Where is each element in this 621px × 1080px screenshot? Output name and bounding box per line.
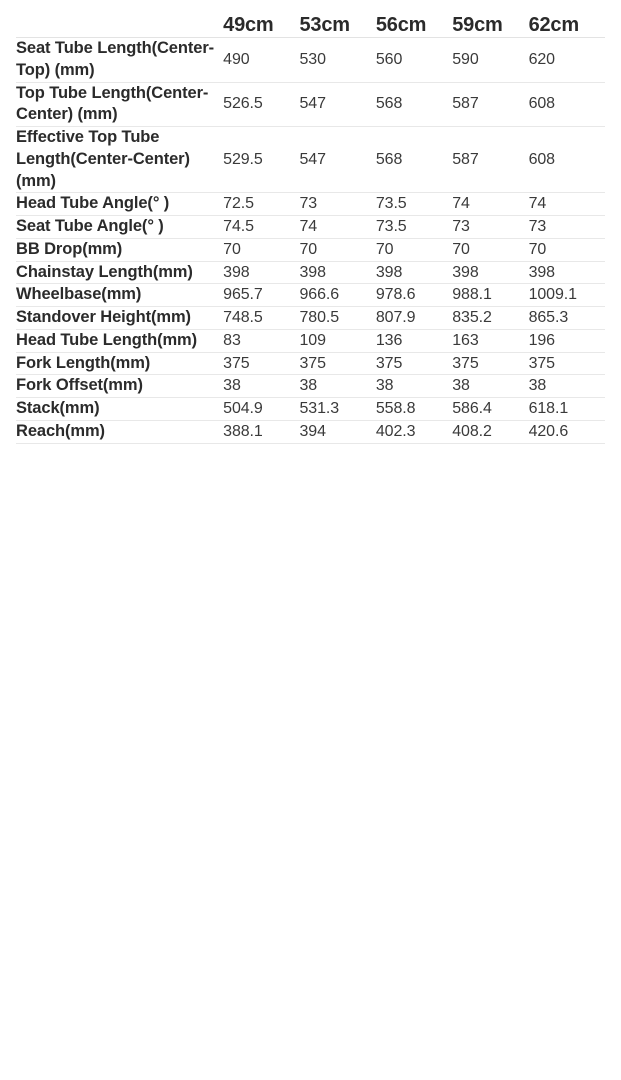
cell-stack-59cm: 586.4	[452, 398, 528, 421]
cell-wheelbase-62cm: 1009.1	[529, 284, 605, 307]
cell-fork-length-62cm: 375	[529, 352, 605, 375]
cell-reach-62cm: 420.6	[529, 421, 605, 444]
cell-standover-height-62cm: 865.3	[529, 307, 605, 330]
row-label-reach: Reach(mm)	[16, 421, 223, 444]
table-row	[16, 193, 605, 216]
cell-head-tube-angle-49cm: 72.5	[223, 193, 299, 216]
table-row	[16, 352, 605, 375]
cell-reach-53cm: 394	[300, 421, 376, 444]
cell-chainstay-length-56cm: 398	[376, 261, 452, 284]
header-size-53cm: 53cm	[300, 14, 376, 38]
header-size-49cm: 49cm	[223, 14, 299, 38]
cell-fork-offset-53cm: 38	[300, 375, 376, 398]
cell-fork-length-56cm: 375	[376, 352, 452, 375]
table-body	[16, 38, 605, 444]
cell-seat-tube-length-49cm: 490	[223, 38, 299, 83]
cell-bb-drop-53cm: 70	[300, 238, 376, 261]
cell-bb-drop-62cm: 70	[529, 238, 605, 261]
cell-effective-top-tube-length-59cm: 587	[452, 127, 528, 193]
cell-chainstay-length-49cm: 398	[223, 261, 299, 284]
header-size-56cm: 56cm	[376, 14, 452, 38]
table-row	[16, 216, 605, 239]
cell-seat-tube-length-59cm: 590	[452, 38, 528, 83]
cell-head-tube-angle-56cm: 73.5	[376, 193, 452, 216]
cell-fork-offset-59cm: 38	[452, 375, 528, 398]
cell-head-tube-length-56cm: 136	[376, 329, 452, 352]
cell-head-tube-length-53cm: 109	[300, 329, 376, 352]
table-row	[16, 284, 605, 307]
cell-wheelbase-56cm: 978.6	[376, 284, 452, 307]
cell-fork-offset-49cm: 38	[223, 375, 299, 398]
table-row	[16, 82, 605, 127]
cell-chainstay-length-53cm: 398	[300, 261, 376, 284]
cell-wheelbase-59cm: 988.1	[452, 284, 528, 307]
cell-standover-height-53cm: 780.5	[300, 307, 376, 330]
table-row	[16, 398, 605, 421]
row-label-fork-length: Fork Length(mm)	[16, 352, 223, 375]
cell-head-tube-angle-59cm: 74	[452, 193, 528, 216]
cell-reach-56cm: 402.3	[376, 421, 452, 444]
cell-head-tube-length-59cm: 163	[452, 329, 528, 352]
row-label-seat-tube-angle: Seat Tube Angle(° )	[16, 216, 223, 239]
cell-top-tube-length-49cm: 526.5	[223, 82, 299, 127]
cell-fork-length-49cm: 375	[223, 352, 299, 375]
cell-fork-length-59cm: 375	[452, 352, 528, 375]
cell-top-tube-length-62cm: 608	[529, 82, 605, 127]
cell-seat-tube-angle-59cm: 73	[452, 216, 528, 239]
table-row	[16, 307, 605, 330]
table-row	[16, 329, 605, 352]
row-label-seat-tube-length: Seat Tube Length(Center-Top) (mm)	[16, 38, 223, 83]
cell-bb-drop-56cm: 70	[376, 238, 452, 261]
cell-stack-62cm: 618.1	[529, 398, 605, 421]
cell-head-tube-angle-53cm: 73	[300, 193, 376, 216]
cell-fork-offset-56cm: 38	[376, 375, 452, 398]
cell-standover-height-59cm: 835.2	[452, 307, 528, 330]
cell-head-tube-angle-62cm: 74	[529, 193, 605, 216]
table-row	[16, 261, 605, 284]
cell-effective-top-tube-length-56cm: 568	[376, 127, 452, 193]
row-label-chainstay-length: Chainstay Length(mm)	[16, 261, 223, 284]
row-label-wheelbase: Wheelbase(mm)	[16, 284, 223, 307]
geometry-table	[16, 14, 605, 444]
cell-stack-53cm: 531.3	[300, 398, 376, 421]
row-label-bb-drop: BB Drop(mm)	[16, 238, 223, 261]
row-label-head-tube-length: Head Tube Length(mm)	[16, 329, 223, 352]
row-label-fork-offset: Fork Offset(mm)	[16, 375, 223, 398]
cell-top-tube-length-56cm: 568	[376, 82, 452, 127]
table-header	[16, 14, 605, 38]
cell-chainstay-length-62cm: 398	[529, 261, 605, 284]
table-row	[16, 127, 605, 193]
table-row	[16, 238, 605, 261]
cell-reach-49cm: 388.1	[223, 421, 299, 444]
cell-stack-56cm: 558.8	[376, 398, 452, 421]
cell-head-tube-length-62cm: 196	[529, 329, 605, 352]
cell-seat-tube-length-56cm: 560	[376, 38, 452, 83]
row-label-head-tube-angle: Head Tube Angle(° )	[16, 193, 223, 216]
cell-bb-drop-49cm: 70	[223, 238, 299, 261]
cell-stack-49cm: 504.9	[223, 398, 299, 421]
table-row	[16, 421, 605, 444]
table-header-row	[16, 14, 605, 38]
cell-effective-top-tube-length-53cm: 547	[300, 127, 376, 193]
cell-effective-top-tube-length-49cm: 529.5	[223, 127, 299, 193]
cell-seat-tube-angle-62cm: 73	[529, 216, 605, 239]
cell-fork-length-53cm: 375	[300, 352, 376, 375]
cell-effective-top-tube-length-62cm: 608	[529, 127, 605, 193]
cell-seat-tube-angle-49cm: 74.5	[223, 216, 299, 239]
cell-chainstay-length-59cm: 398	[452, 261, 528, 284]
cell-head-tube-length-49cm: 83	[223, 329, 299, 352]
cell-wheelbase-53cm: 966.6	[300, 284, 376, 307]
header-size-59cm: 59cm	[452, 14, 528, 38]
cell-wheelbase-49cm: 965.7	[223, 284, 299, 307]
cell-fork-offset-62cm: 38	[529, 375, 605, 398]
cell-bb-drop-59cm: 70	[452, 238, 528, 261]
row-label-top-tube-length: Top Tube Length(Center-Center) (mm)	[16, 82, 223, 127]
row-label-stack: Stack(mm)	[16, 398, 223, 421]
table-row	[16, 375, 605, 398]
row-label-standover-height: Standover Height(mm)	[16, 307, 223, 330]
cell-reach-59cm: 408.2	[452, 421, 528, 444]
cell-seat-tube-angle-53cm: 74	[300, 216, 376, 239]
cell-seat-tube-angle-56cm: 73.5	[376, 216, 452, 239]
cell-top-tube-length-53cm: 547	[300, 82, 376, 127]
cell-standover-height-56cm: 807.9	[376, 307, 452, 330]
cell-seat-tube-length-53cm: 530	[300, 38, 376, 83]
header-corner-cell	[16, 14, 223, 38]
header-size-62cm: 62cm	[529, 14, 605, 38]
table-row	[16, 38, 605, 83]
row-label-effective-top-tube-length: Effective Top Tube Length(Center-Center) (mm)	[16, 127, 223, 193]
cell-seat-tube-length-62cm: 620	[529, 38, 605, 83]
cell-standover-height-49cm: 748.5	[223, 307, 299, 330]
cell-top-tube-length-59cm: 587	[452, 82, 528, 127]
